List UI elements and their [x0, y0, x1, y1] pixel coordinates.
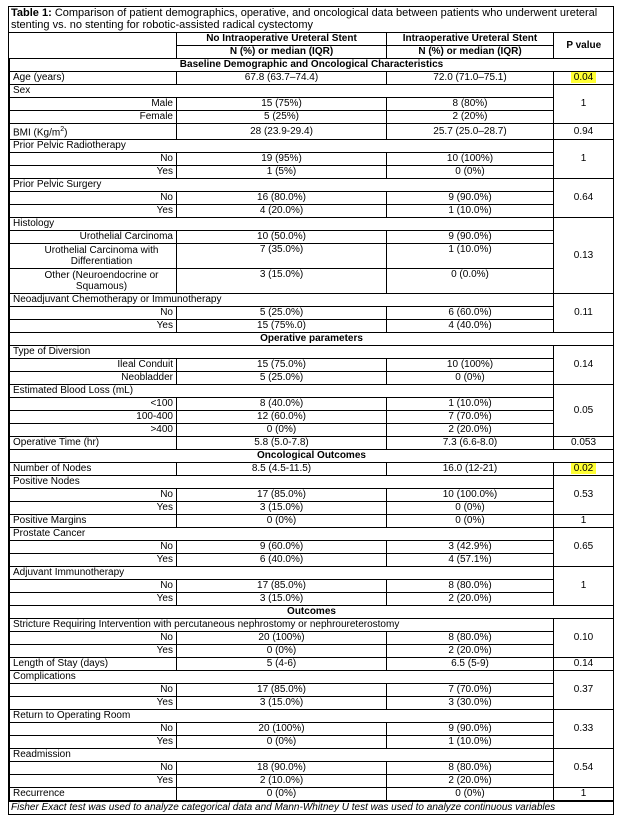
cell-value: 2 (20.0%): [387, 593, 554, 606]
cell-value: 2 (20.0%): [387, 645, 554, 658]
section-row: [10, 450, 614, 463]
row-sublabel: Ileal Conduit: [10, 359, 177, 372]
bmi-close: ): [64, 127, 68, 139]
row-sublabel: No: [10, 580, 177, 593]
section-row: [10, 606, 614, 619]
cell-value: 20 (100%): [177, 632, 387, 645]
cell-value: 8 (40.0%): [177, 398, 387, 411]
cell-value: 16.0 (12-21): [387, 463, 554, 476]
cell-value: 3 (15.0%): [177, 269, 387, 294]
row-sublabel: 100-400: [10, 411, 177, 424]
p-value-cell: 0.37: [554, 671, 614, 710]
row-sublabel: Yes: [10, 697, 177, 710]
row-label: Recurrence: [10, 788, 177, 801]
cell-value: 17 (85.0%): [177, 580, 387, 593]
p-value-highlight: 0.02: [571, 463, 596, 474]
cell-value: 8 (80.0%): [387, 580, 554, 593]
table-row: [10, 153, 614, 166]
cell-value: 8.5 (4.5-11.5): [177, 463, 387, 476]
table-row: [10, 775, 614, 788]
p-value-cell: 0.65: [554, 528, 614, 567]
cell-value: 5 (4-6): [177, 658, 387, 671]
cell-value: 0 (0%): [177, 515, 387, 528]
row-label: Adjuvant Immunotherapy: [10, 567, 554, 580]
cell-value: 10 (100%): [387, 153, 554, 166]
table-row: [10, 788, 614, 801]
row-label: Prior Pelvic Radiotherapy: [10, 140, 554, 153]
row-sublabel: Urothelial Carcinoma with Differentiation: [10, 244, 177, 269]
cell-value: 5 (25.0%): [177, 372, 387, 385]
row-sublabel: Female: [10, 111, 177, 124]
row-label: Operative Time (hr): [10, 437, 177, 450]
table-row: [10, 111, 614, 124]
cell-value: 15 (75%.0): [177, 320, 387, 333]
table-row: [10, 567, 614, 580]
table-row: [10, 346, 614, 359]
cell-value: 1 (10.0%): [387, 398, 554, 411]
cell-value: 0 (0%): [177, 424, 387, 437]
row-sublabel: Yes: [10, 502, 177, 515]
row-label: Prostate Cancer: [10, 528, 554, 541]
row-sublabel: No: [10, 632, 177, 645]
row-sublabel: No: [10, 307, 177, 320]
table-row: [10, 359, 614, 372]
p-value-cell: [554, 463, 614, 476]
row-sublabel: Neobladder: [10, 372, 177, 385]
row-label: Age (years): [10, 72, 177, 85]
row-sublabel: Yes: [10, 736, 177, 749]
cell-value: 17 (85.0%): [177, 489, 387, 502]
section-row: [10, 333, 614, 346]
cell-value: 6 (40.0%): [177, 554, 387, 567]
cell-value: 0 (0.0%): [387, 269, 554, 294]
row-sublabel: Male: [10, 98, 177, 111]
row-sublabel: No: [10, 192, 177, 205]
header-pvalue: P value: [554, 33, 614, 59]
cell-value: 4 (20.0%): [177, 205, 387, 218]
cell-value: 6 (60.0%): [387, 307, 554, 320]
header-col2-sub: N (%) or median (IQR): [387, 46, 554, 59]
table-row: [10, 372, 614, 385]
cell-value: 7 (35.0%): [177, 244, 387, 269]
section-row: [10, 59, 614, 72]
table-row: [10, 684, 614, 697]
cell-value: 2 (20.0%): [387, 424, 554, 437]
cell-value: 0 (0%): [177, 645, 387, 658]
row-sublabel: Yes: [10, 166, 177, 179]
row-label: Histology: [10, 218, 554, 231]
row-sublabel: Yes: [10, 554, 177, 567]
row-sublabel: Yes: [10, 205, 177, 218]
data-table: [9, 33, 614, 801]
row-sublabel: No: [10, 541, 177, 554]
cell-value: 1 (10.0%): [387, 736, 554, 749]
row-label: Estimated Blood Loss (mL): [10, 385, 554, 398]
table-row: [10, 294, 614, 307]
p-value-cell: 1: [554, 85, 614, 124]
p-value-cell: 1: [554, 788, 614, 801]
cell-value: 15 (75.0%): [177, 359, 387, 372]
table-row: [10, 269, 614, 294]
cell-value: 18 (90.0%): [177, 762, 387, 775]
cell-value: 9 (90.0%): [387, 231, 554, 244]
p-value-cell: [554, 72, 614, 85]
cell-value: 25.7 (25.0–28.7): [387, 124, 554, 140]
table-row: [10, 124, 614, 140]
cell-value: 5 (25%): [177, 111, 387, 124]
cell-value: 5 (25.0%): [177, 307, 387, 320]
table-row: [10, 463, 614, 476]
header-col1: No Intraoperative Ureteral Stent: [177, 33, 387, 46]
table-row: [10, 320, 614, 333]
row-sublabel: No: [10, 489, 177, 502]
p-value-highlight: 0.04: [571, 72, 596, 83]
header-row: [10, 33, 614, 46]
cell-value: 20 (100%): [177, 723, 387, 736]
row-label: Neoadjuvant Chemotherapy or Immunotherapy: [10, 294, 554, 307]
section-outcomes: Outcomes: [10, 606, 614, 619]
cell-value: 10 (100.0%): [387, 489, 554, 502]
row-sublabel: <100: [10, 398, 177, 411]
p-value-cell: 0.64: [554, 179, 614, 218]
section-oncological: Oncological Outcomes: [10, 450, 614, 463]
cell-value: 2 (10.0%): [177, 775, 387, 788]
row-label: Stricture Requiring Intervention with percutaneous nephrostomy or nephroureterostomy: [10, 619, 554, 632]
p-value-cell: 0.11: [554, 294, 614, 333]
p-value-cell: 0.05: [554, 385, 614, 437]
cell-value: 4 (40.0%): [387, 320, 554, 333]
cell-value: 3 (15.0%): [177, 593, 387, 606]
cell-value: 15 (75%): [177, 98, 387, 111]
table-row: [10, 476, 614, 489]
cell-value: 12 (60.0%): [177, 411, 387, 424]
row-sublabel: Yes: [10, 645, 177, 658]
p-value-cell: 0.10: [554, 619, 614, 658]
table-row: [10, 424, 614, 437]
header-col1-sub: N (%) or median (IQR): [177, 46, 387, 59]
table-row: [10, 632, 614, 645]
row-sublabel: Yes: [10, 593, 177, 606]
cell-value: 9 (60.0%): [177, 541, 387, 554]
row-sublabel: >400: [10, 424, 177, 437]
cell-value: 7.3 (6.6-8.0): [387, 437, 554, 450]
row-label: Positive Margins: [10, 515, 177, 528]
row-label: Complications: [10, 671, 554, 684]
table-row: [10, 231, 614, 244]
table-row: [10, 593, 614, 606]
row-sublabel: Yes: [10, 320, 177, 333]
table-row: [10, 179, 614, 192]
cell-value: 0 (0%): [387, 166, 554, 179]
table-row: [10, 437, 614, 450]
row-sublabel: Urothelial Carcinoma: [10, 231, 177, 244]
table-row: [10, 398, 614, 411]
row-label: [10, 124, 177, 140]
row-sublabel: No: [10, 723, 177, 736]
cell-value: 0 (0%): [177, 736, 387, 749]
table-row: [10, 489, 614, 502]
table-row: [10, 762, 614, 775]
caption-text: Comparison of patient demographics, operative, and oncological data between patients who underwent ureteral stenting vs. no stenting for robotic-assisted radical cystectomy: [11, 7, 598, 31]
cell-value: 3 (42.9%): [387, 541, 554, 554]
cell-value: 3 (30.0%): [387, 697, 554, 710]
cell-value: 1 (10.0%): [387, 244, 554, 269]
p-value-cell: 0.53: [554, 476, 614, 515]
table-row: [10, 580, 614, 593]
row-sublabel: No: [10, 153, 177, 166]
cell-value: 9 (90.0%): [387, 723, 554, 736]
cell-value: 28 (23.9-29.4): [177, 124, 387, 140]
header-col2: Intraoperative Ureteral Stent: [387, 33, 554, 46]
cell-value: 2 (20.0%): [387, 775, 554, 788]
cell-value: 67.8 (63.7–74.4): [177, 72, 387, 85]
table-row: [10, 671, 614, 684]
section-baseline: Baseline Demographic and Oncological Characteristics: [10, 59, 614, 72]
table-row: [10, 166, 614, 179]
row-sublabel: Yes: [10, 775, 177, 788]
cell-value: 8 (80.0%): [387, 762, 554, 775]
table-row: [10, 749, 614, 762]
table-row: [10, 528, 614, 541]
table-row: [10, 85, 614, 98]
cell-value: 0 (0%): [387, 502, 554, 515]
table-row: [10, 658, 614, 671]
cell-value: 2 (20%): [387, 111, 554, 124]
table-row: [10, 554, 614, 567]
section-operative: Operative parameters: [10, 333, 614, 346]
row-label: Sex: [10, 85, 554, 98]
bmi-sup: 2: [60, 126, 65, 133]
table-row: [10, 140, 614, 153]
row-sublabel: No: [10, 762, 177, 775]
p-value-cell: 1: [554, 140, 614, 179]
row-label: Prior Pelvic Surgery: [10, 179, 554, 192]
table-footnote: Fisher Exact test was used to analyze categorical data and Mann-Whitney U test was used to analyze continuous variables: [9, 801, 613, 814]
p-value-cell: 0.14: [554, 658, 614, 671]
table-row: [10, 502, 614, 515]
table-row: [10, 244, 614, 269]
row-label: Number of Nodes: [10, 463, 177, 476]
row-label: Type of Diversion: [10, 346, 554, 359]
cell-value: 0 (0%): [177, 788, 387, 801]
table-row: [10, 710, 614, 723]
p-value-cell: 1: [554, 515, 614, 528]
cell-value: 16 (80.0%): [177, 192, 387, 205]
cell-value: 0 (0%): [387, 788, 554, 801]
row-label: Positive Nodes: [10, 476, 554, 489]
p-value-cell: 1: [554, 567, 614, 606]
table-row: [10, 307, 614, 320]
p-value-cell: 0.14: [554, 346, 614, 385]
header-blank: [10, 33, 177, 59]
cell-value: 7 (70.0%): [387, 684, 554, 697]
p-value-cell: 0.053: [554, 437, 614, 450]
cell-value: 8 (80%): [387, 98, 554, 111]
cell-value: 5.8 (5.0-7.8): [177, 437, 387, 450]
cell-value: 4 (57.1%): [387, 554, 554, 567]
table-row: [10, 411, 614, 424]
cell-value: 6.5 (5-9): [387, 658, 554, 671]
table-figure: [8, 6, 614, 815]
bmi-label: BMI (Kg/m: [13, 127, 61, 139]
row-sublabel: Other (Neuroendocrine or Squamous): [10, 269, 177, 294]
cell-value: 19 (95%): [177, 153, 387, 166]
table-caption: [9, 7, 613, 33]
cell-value: 10 (50.0%): [177, 231, 387, 244]
table-row: [10, 385, 614, 398]
table-row: [10, 736, 614, 749]
caption-label: Table 1:: [11, 7, 52, 19]
p-value-cell: 0.33: [554, 710, 614, 749]
row-sublabel: No: [10, 684, 177, 697]
cell-value: 72.0 (71.0–75.1): [387, 72, 554, 85]
cell-value: 1 (5%): [177, 166, 387, 179]
row-label: Readmission: [10, 749, 554, 762]
row-label: Return to Operating Room: [10, 710, 554, 723]
table-row: [10, 723, 614, 736]
cell-value: 3 (15.0%): [177, 502, 387, 515]
cell-value: 7 (70.0%): [387, 411, 554, 424]
cell-value: 0 (0%): [387, 515, 554, 528]
cell-value: 10 (100%): [387, 359, 554, 372]
cell-value: 0 (0%): [387, 372, 554, 385]
table-row: [10, 205, 614, 218]
table-row: [10, 98, 614, 111]
cell-value: 1 (10.0%): [387, 205, 554, 218]
p-value-cell: 0.13: [554, 218, 614, 294]
cell-value: 8 (80.0%): [387, 632, 554, 645]
table-row: [10, 515, 614, 528]
table-row: [10, 192, 614, 205]
cell-value: 3 (15.0%): [177, 697, 387, 710]
table-row: [10, 645, 614, 658]
table-row: [10, 72, 614, 85]
table-row: [10, 619, 614, 632]
cell-value: 17 (85.0%): [177, 684, 387, 697]
table-row: [10, 541, 614, 554]
table-row: [10, 218, 614, 231]
p-value-cell: 0.54: [554, 749, 614, 788]
row-label: Length of Stay (days): [10, 658, 177, 671]
cell-value: 9 (90.0%): [387, 192, 554, 205]
p-value-cell: 0.94: [554, 124, 614, 140]
table-row: [10, 697, 614, 710]
